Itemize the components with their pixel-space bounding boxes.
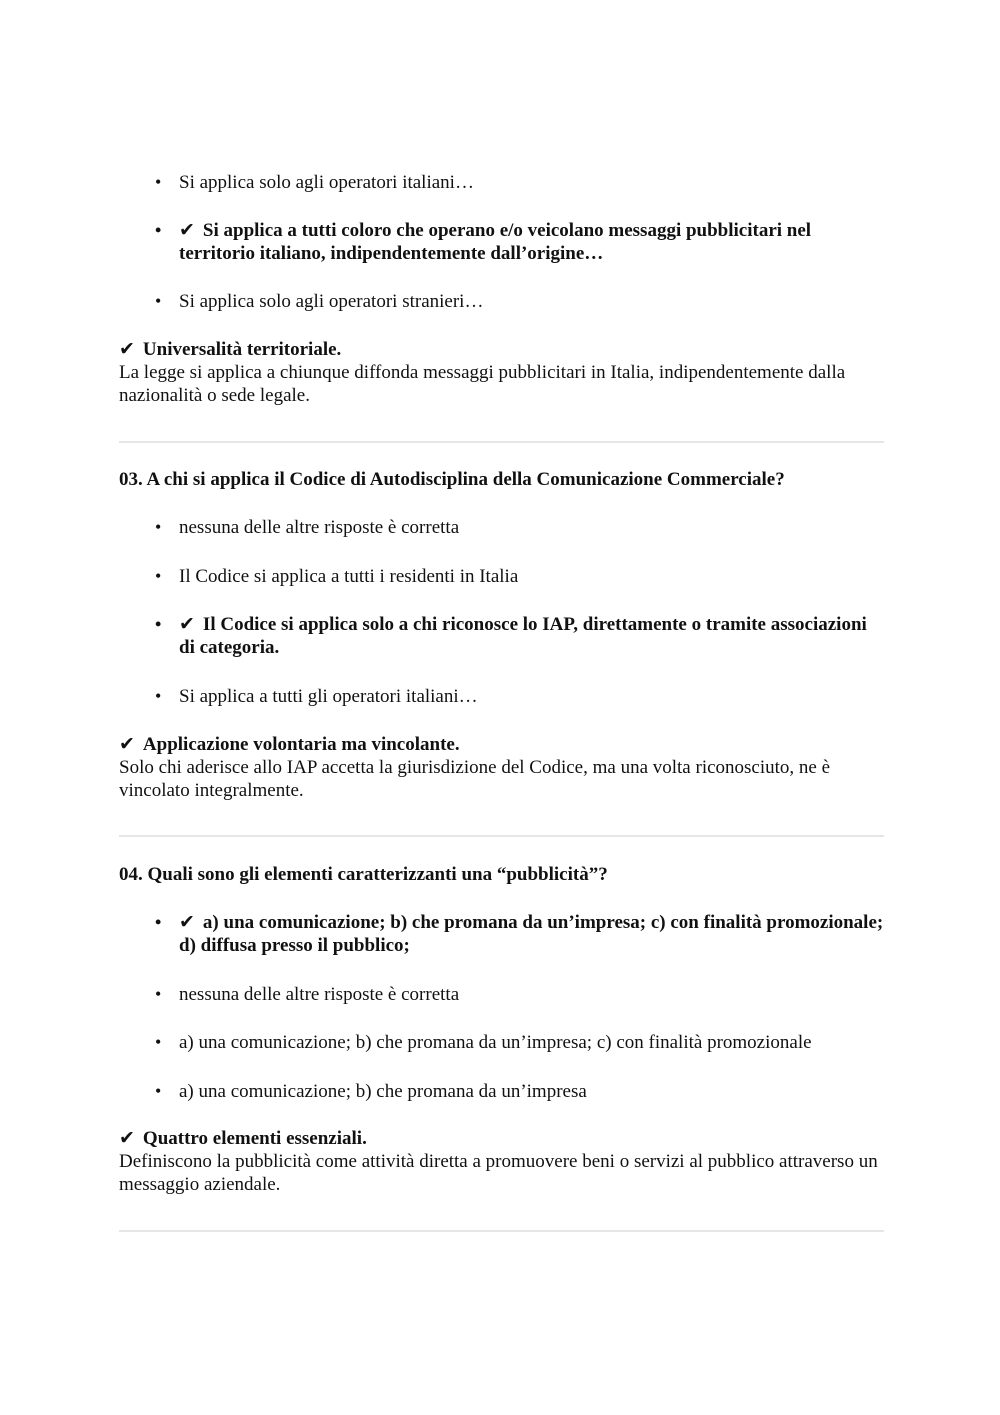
q3-option-3-correct (155, 613, 884, 659)
q2-option-2-correct (155, 219, 884, 265)
q4-option-2 (155, 983, 884, 1006)
explanation-title: Quattro elementi essenziali. (142, 1128, 367, 1149)
q4-option-1-correct (155, 911, 884, 957)
bullet-icon: • (155, 517, 162, 537)
q4-option-4 (155, 1080, 884, 1103)
question-title: 03. A chi si applica il Codice di Autodisciplina della Comunicazione Commerciale? (119, 469, 785, 490)
bullet-icon: • (155, 291, 162, 311)
option-text: nessuna delle altre risposte è corretta (179, 984, 460, 1005)
option-text: Il Codice si applica solo a chi riconosce lo IAP, direttamente o tramite associazioni di categoria. (179, 614, 867, 658)
q3-option-1 (155, 516, 884, 539)
explanation-title: Universalità territoriale. (142, 339, 342, 360)
bullet-icon: • (155, 1032, 162, 1052)
q2-explanation (119, 338, 884, 407)
option-text: Il Codice si applica a tutti i residenti in Italia (179, 566, 519, 587)
explanation-title: Applicazione volontaria ma vincolante. (142, 734, 460, 755)
q2-option-3 (155, 290, 884, 313)
option-text: Si applica solo agli operatori italiani… (179, 172, 474, 193)
bullet-icon: • (155, 912, 162, 932)
bullet-icon: • (155, 984, 162, 1004)
q4-option-3 (155, 1031, 884, 1054)
q3-option-4 (155, 685, 884, 708)
checkmark-icon: ✔ (119, 1128, 135, 1149)
q4-explanation (119, 1127, 884, 1196)
explanation-text: Definiscono la pubblicità come attività diretta a promuovere beni o servizi al pubblico attraverso un messaggio aziendale. (119, 1151, 878, 1195)
checkmark-icon: ✔ (179, 614, 195, 635)
option-text: Si applica solo agli operatori stranieri… (179, 291, 484, 312)
checkmark-icon: ✔ (179, 912, 195, 933)
option-text: Si applica a tutti coloro che operano e/o veicolano messaggi pubblicitari nel territorio italiano, indipendentemente dall’origine… (179, 220, 812, 264)
checkmark-icon: ✔ (119, 734, 135, 755)
divider (119, 441, 884, 443)
bullet-icon: • (155, 614, 162, 634)
option-text: nessuna delle altre risposte è corretta (179, 517, 460, 538)
option-text: Si applica a tutti gli operatori italiani… (179, 686, 478, 707)
bullet-icon: • (155, 220, 162, 240)
question-title: 04. Quali sono gli elementi caratterizzanti una “pubblicità”? (119, 864, 608, 885)
divider (119, 1230, 884, 1232)
option-text: a) una comunicazione; b) che promana da un’impresa; c) con finalità promozionale; d) diffusa presso il pubblico; (179, 912, 884, 956)
bullet-icon: • (155, 1081, 162, 1101)
bullet-icon: • (155, 172, 162, 192)
divider (119, 835, 884, 837)
bullet-icon: • (155, 686, 162, 706)
q3-option-2 (155, 565, 884, 588)
bullet-icon: • (155, 566, 162, 586)
option-text: a) una comunicazione; b) che promana da un’impresa; c) con finalità promozionale (179, 1032, 812, 1053)
q2-option-1 (155, 171, 884, 194)
checkmark-icon: ✔ (119, 339, 135, 360)
option-text: a) una comunicazione; b) che promana da un’impresa (179, 1081, 587, 1102)
checkmark-icon: ✔ (179, 220, 195, 241)
explanation-text: Solo chi aderisce allo IAP accetta la giurisdizione del Codice, ma una volta riconosciuto, ne è vincolato integralmente. (119, 757, 831, 801)
q3-explanation (119, 733, 884, 802)
explanation-text: La legge si applica a chiunque diffonda messaggi pubblicitari in Italia, indipendentemente dalla nazionalità o sede legale. (119, 362, 846, 406)
